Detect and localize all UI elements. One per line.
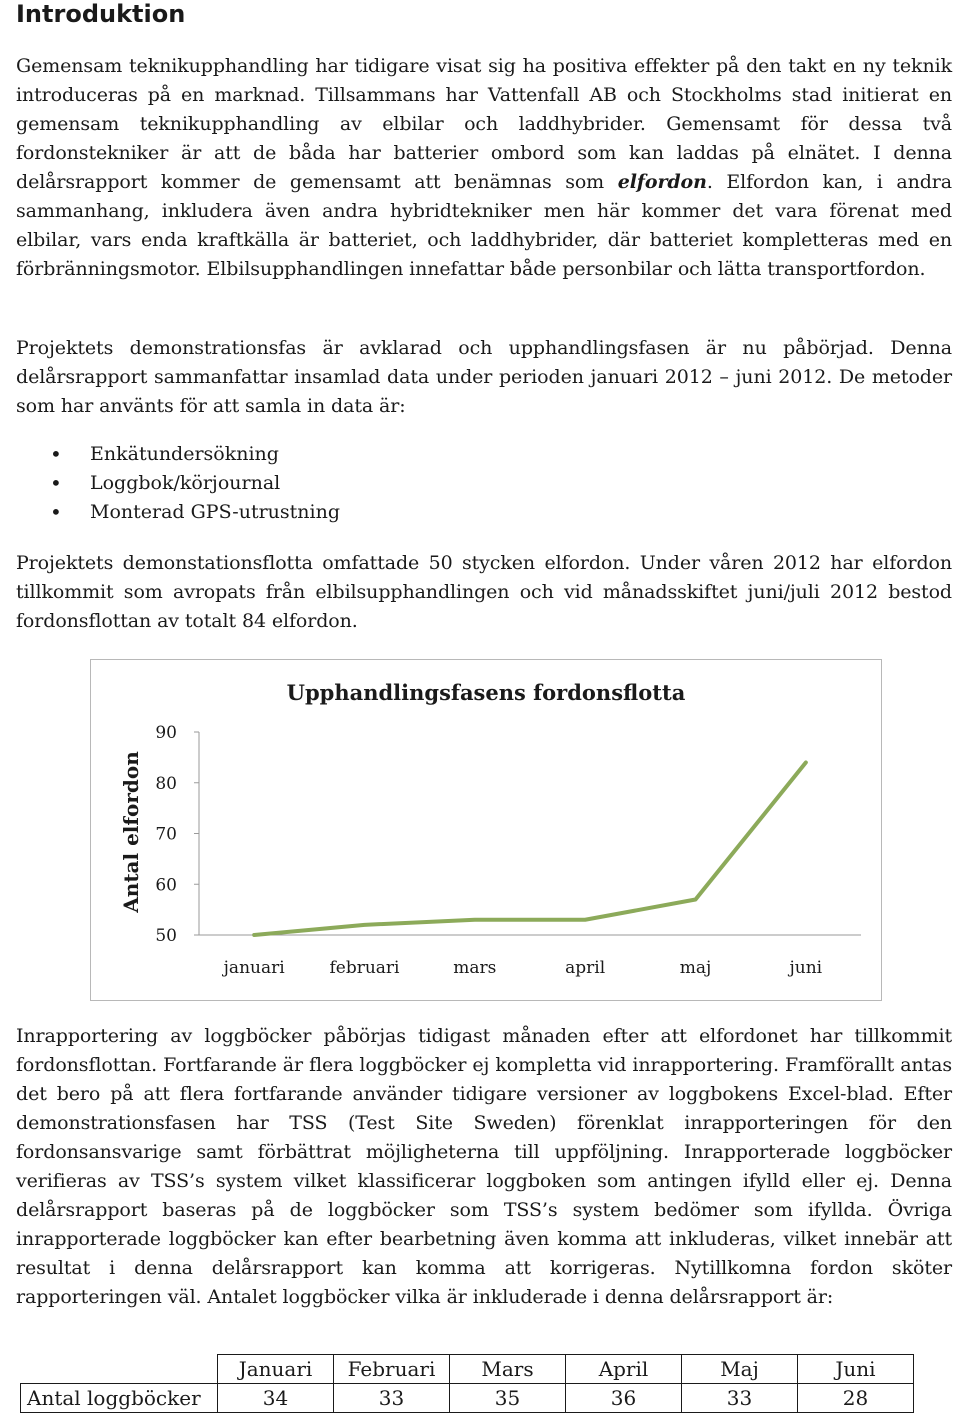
y-tick-label: 90 [155,723,177,743]
table-header-cell: Juni [798,1355,914,1384]
chart-ticks [155,723,822,978]
x-tick-label: maj [679,958,712,978]
intro-text: Gemensam teknikupphandling har tidigare visat sig ha positiva effekter på den takt en ny teknik introduceras på en marknad. Tillsammans har Vattenfall AB och Stockholms stad initierat en gemensam teknikupphandling av elbilar och laddhybrider. Gemensamt för dessa två fordonstekniker är att de båda har batterier ombord som kan laddas på elnätet. I denna delårsrapport kommer de gemensamt att benämnas som [16,55,952,193]
x-tick-label: juni [789,958,823,978]
intro-term: elfordon [617,171,707,193]
table-header-cell: April [566,1355,682,1384]
list-item: • Loggbok/körjournal [16,469,616,498]
y-tick-label: 50 [155,926,177,946]
logbook-paragraph: Inrapportering av loggböcker påbörjas tidigast månaden efter att elfordonet har tillkommit fordonsflottan. Fortfarande är flera loggböcker ej kompletta vid inrapportering. Framförallt antas det bero på att flera fortfarande använder tidigare versioner av loggbokens Excel-blad. Efter demonstrationsfasen har TSS (Test Site Sweden) förenklat inrapporteringen för den fordonsansvarige samt förbättrat möjligheterna till uppföljning. Inrapporterade loggböcker verifieras av TSS’s system vilket klassificerar loggboken som antingen ifylld eller ej. Denna delårsrapport baseras på de loggböcker som TSS’s system bedömer som ifyllda. Övriga inrapporterade loggböcker kan efter bearbetning även komma att inkluderas, vilket innebär att resultat i denna delårsrapport kan komma att korrigeras. Nytillkomna fordon sköter rapporteringen väl. Antalet loggböcker vilka är inkluderade i denna delårsrapport är: [16,1025,952,1308]
y-tick-label: 60 [155,875,177,896]
x-tick-label: april [565,958,606,978]
table-header-cell: Januari [218,1355,334,1384]
y-tick-label: 70 [155,824,177,845]
methods-paragraph: Projektets demonstrationsfas är avklarad och upphandlingsfasen är nu påbörjad. Denna delårsrapport sammanfattar insamlad data under perioden januari 2012 – juni 2012. De metoder som har använts för att samla in data är: [16,337,952,417]
methods-list [16,440,616,527]
table-header-row [21,1355,914,1384]
chart-series [254,762,806,935]
table-row-label: Antal loggböcker [21,1384,218,1413]
intro-text-tail: . Elfordon kan, i andra sammanhang, inkludera även andra hybridtekniker men här kommer det vara förenat med elbilar, vars enda kraftkälla är batteriet, och laddhybrider, där batteriet kompletteras med en förbränningsmotor. Elbilsupphandlingen innefattar både personbilar och lätta transportfordon. [16,171,952,280]
table-cell: 28 [798,1384,914,1413]
table-header-cell: Februari [334,1355,450,1384]
fleet-chart [90,659,882,1001]
section-heading: Introduktion [16,0,186,28]
x-tick-label: februari [329,958,400,978]
table-cell: 33 [682,1384,798,1413]
series-line [254,762,806,935]
intro-paragraph [16,52,952,284]
table-cell: 35 [450,1384,566,1413]
chart-title: Upphandlingsfasens fordonsflotta [286,680,686,705]
x-tick-label: mars [453,958,497,978]
y-axis-label: Antal elfordon [119,751,143,913]
y-tick-label: 80 [155,773,177,794]
chart-axes [199,732,861,935]
fleet-paragraph: Projektets demonstationsflotta omfattade 50 stycken elfordon. Under våren 2012 har elfordon tillkommit som avropats från elbilsupphandlingen och vid månadsskiftet juni/juli 2012 bestod fordonsflottan av totalt 84 elfordon. [16,552,952,632]
table-corner-cell [21,1355,218,1384]
x-tick-label: januari [223,958,285,978]
list-item: • Enkätundersökning [16,440,616,469]
table-header-cell: Mars [450,1355,566,1384]
table-cell: 34 [218,1384,334,1413]
logbook-table [20,1354,914,1413]
table-cell: 36 [566,1384,682,1413]
table-row [21,1384,914,1413]
list-item: • Monterad GPS-utrustning [16,498,616,527]
table-cell: 33 [334,1384,450,1413]
chart-canvas [91,660,881,1000]
table-header-cell: Maj [682,1355,798,1384]
